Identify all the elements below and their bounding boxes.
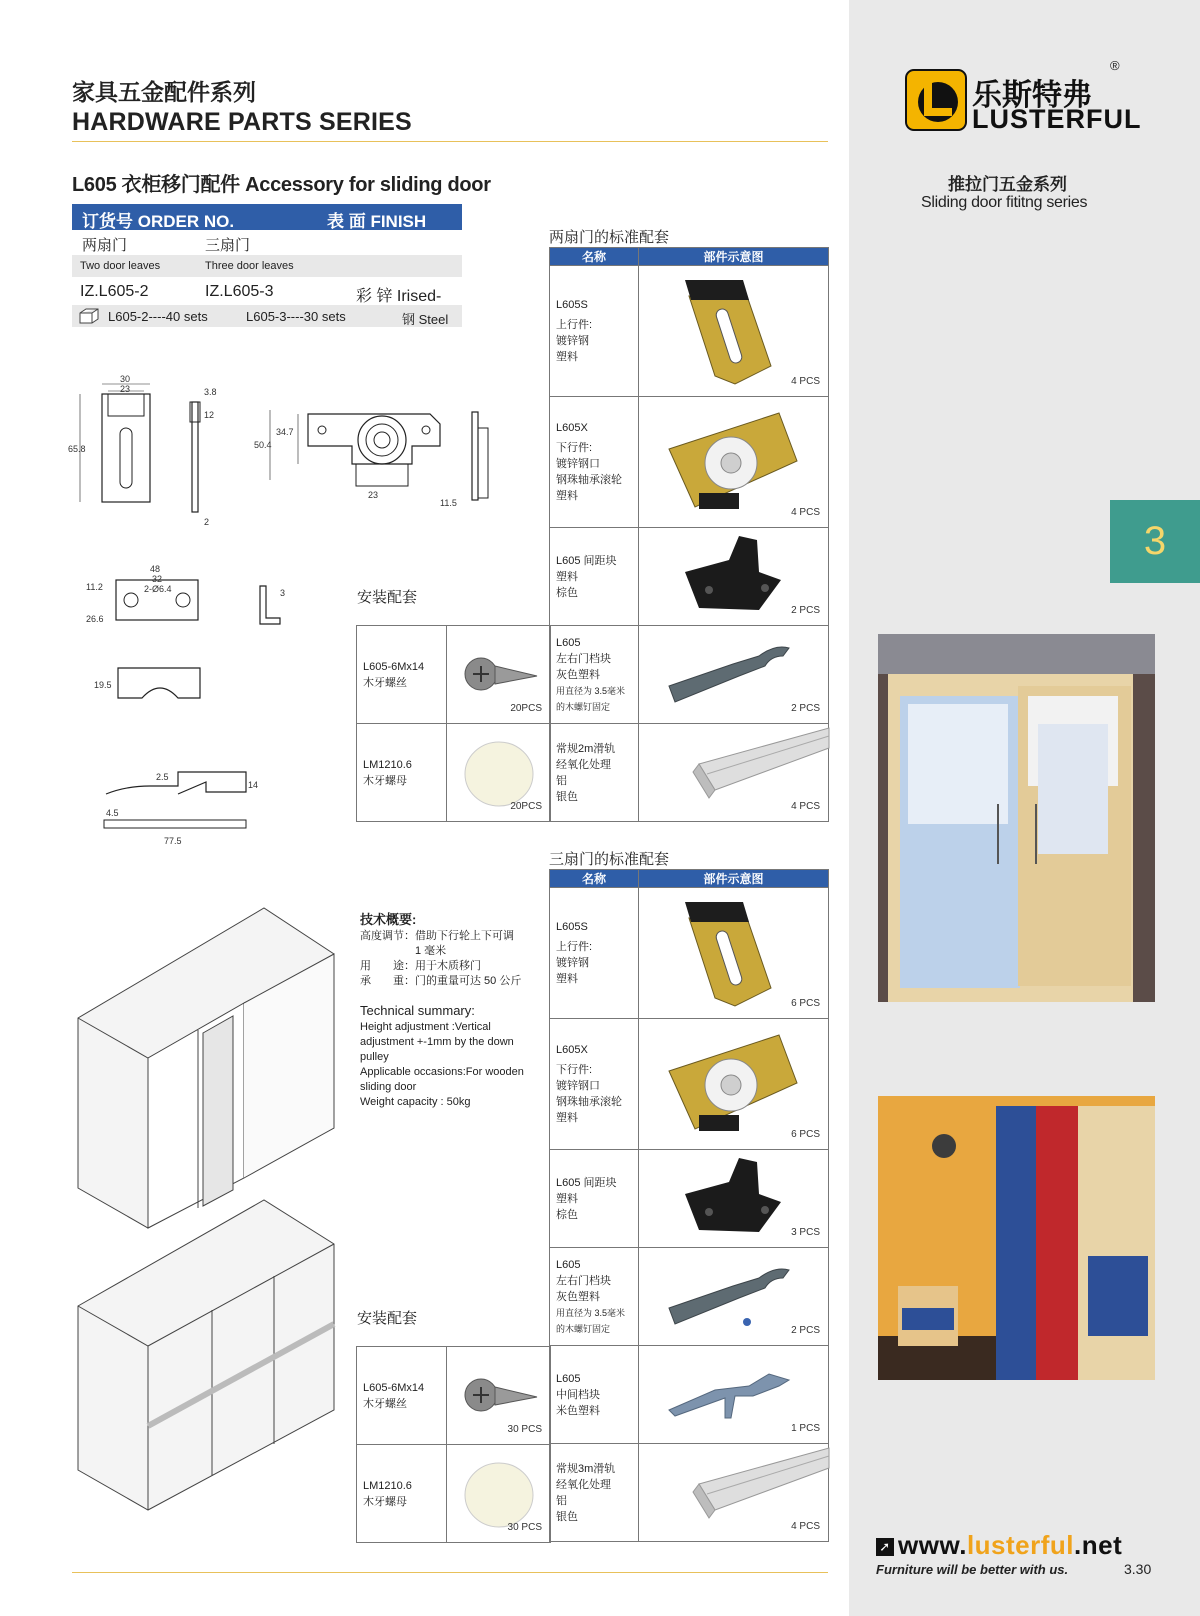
drawing-spacer-bottom <box>94 664 234 714</box>
part-picture <box>639 724 829 822</box>
brand-name-cn: 乐斯特弗 <box>972 79 1092 112</box>
three-door-install-table <box>356 1346 551 1543</box>
part-line: 钢珠轴承滚轮 <box>556 1096 622 1108</box>
dim-label: 3.8 <box>204 387 217 397</box>
table-row <box>550 266 829 397</box>
part-line: 的木螺钉固定 <box>556 1323 611 1334</box>
part-name <box>357 724 447 822</box>
footer-divider <box>72 1572 828 1573</box>
part-line: 铝 <box>556 774 567 787</box>
dim-label: 34.7 <box>276 427 294 437</box>
part-name <box>550 1248 639 1346</box>
part-line: LM1210.6 <box>363 758 412 771</box>
qty-label: 30 PCS <box>507 1522 542 1533</box>
qty-label: 30 PCS <box>507 1424 542 1435</box>
part-name <box>550 724 639 822</box>
three-door-parts-table <box>549 869 829 1542</box>
part-picture <box>639 397 829 528</box>
material-value: 钢 Steel <box>402 312 449 327</box>
part-line: 米色塑料 <box>556 1404 600 1417</box>
part-name <box>550 1019 639 1150</box>
two-door-parts-table <box>549 247 829 822</box>
part-name <box>550 1444 639 1542</box>
table-row <box>550 888 829 1019</box>
part-line: 木牙螺母 <box>363 774 407 787</box>
part-name <box>550 626 639 724</box>
dim-label: 19.5 <box>94 680 112 690</box>
logo-icon <box>906 70 970 134</box>
dim-label: 32 <box>152 574 163 584</box>
drawing-door-stop <box>96 764 276 854</box>
part-line: 塑料 <box>556 570 578 583</box>
series-title-en: Sliding door fititng series <box>921 194 1088 211</box>
part-line: 下行件: <box>556 1064 593 1076</box>
part-line: 钢珠轴承滚轮 <box>556 474 622 486</box>
header-divider <box>72 141 828 142</box>
three-door-install-title: 安装配套 <box>357 1310 418 1327</box>
part-picture <box>639 626 829 724</box>
part-picture <box>447 1347 551 1445</box>
part-line: 银色 <box>556 790 578 803</box>
part-name <box>550 1346 639 1444</box>
qty-label: 3 PCS <box>791 1227 820 1238</box>
qty-label: 4 PCS <box>791 376 820 387</box>
table-row <box>550 397 829 528</box>
part-line: L605 <box>556 1372 581 1385</box>
part-line: 用直径为 3.5毫米 <box>556 685 626 696</box>
part-line: 灰色塑料 <box>556 668 600 681</box>
dim-label: 2 <box>204 517 210 527</box>
qty-label: 2 PCS <box>791 605 820 616</box>
part-line: L605S <box>556 299 588 311</box>
tech-line: sliding door <box>360 1081 417 1093</box>
drawing-bottom-roller-side <box>442 408 492 518</box>
tech-line: Weight capacity : 50kg <box>360 1096 471 1108</box>
part-line: 棕色 <box>556 586 578 599</box>
dim-label: 30 <box>120 374 131 384</box>
dim-label: 11.2 <box>86 582 103 592</box>
header-title-en: HARDWARE PARTS SERIES <box>72 108 412 136</box>
drawing-top-fitting-side <box>186 388 226 528</box>
part-line: 常规3m滑轨 <box>556 1462 616 1475</box>
table-row <box>550 528 829 626</box>
part-picture <box>639 266 829 397</box>
code-two: IZ.L605-2 <box>80 283 149 300</box>
table-row <box>357 1445 551 1543</box>
part-line: L605 <box>556 636 581 649</box>
part-picture <box>639 1444 829 1542</box>
part-picture <box>639 1019 829 1150</box>
drawing-spacer-side <box>254 582 304 642</box>
order-row-packing <box>72 305 462 327</box>
dim-label: 23 <box>120 384 131 394</box>
dim-label: 2-Ø6.4 <box>144 584 172 594</box>
product-title: L605 衣柜移门配件 Accessory for sliding door <box>72 174 491 196</box>
drawing-spacer-top <box>86 566 236 646</box>
dim-label: 11.5 <box>440 498 457 508</box>
part-line: 木牙螺母 <box>363 1495 407 1508</box>
drawing-bottom-roller-front <box>254 400 460 510</box>
part-line: 塑料 <box>556 351 578 363</box>
order-table-header <box>72 204 462 230</box>
part-picture <box>639 1150 829 1248</box>
part-picture <box>639 888 829 1019</box>
tech-line: 1 毫米 <box>360 945 447 957</box>
order-row-codes <box>72 280 462 304</box>
part-line: L605 <box>556 1258 581 1271</box>
dim-label: 65.8 <box>68 444 86 454</box>
part-line: L605X <box>556 422 588 434</box>
two-door-table-title: 两扇门的标准配套 <box>549 229 670 246</box>
finish-label: 表 面 FINISH <box>327 212 427 231</box>
pack-three: L605-3----30 sets <box>246 309 346 324</box>
part-name <box>357 1445 447 1543</box>
qty-label: 4 PCS <box>791 1521 820 1532</box>
three-doors-en: Three door leaves <box>205 260 294 272</box>
table-row <box>550 1248 829 1346</box>
part-line: 镀锌钢口 <box>556 1080 600 1092</box>
page-number: 3.30 <box>1124 1561 1152 1577</box>
col-pic-header: 部件示意图 <box>639 870 829 888</box>
dim-label: 14 <box>248 780 259 790</box>
part-line: 用直径为 3.5毫米 <box>556 1307 626 1318</box>
qty-label: 2 PCS <box>791 703 820 714</box>
part-line: 常规2m滑轨 <box>556 742 616 755</box>
part-name <box>550 266 639 397</box>
part-name <box>550 888 639 1019</box>
series-title-cn: 推拉门五金系列 <box>948 175 1067 194</box>
part-line: 塑料 <box>556 490 578 502</box>
part-line: 上行件: <box>556 319 593 331</box>
qty-label: 4 PCS <box>791 801 820 812</box>
tech-line: Height adjustment :Vertical <box>360 1021 491 1033</box>
dim-label: 4.5 <box>106 808 119 818</box>
part-line: 木牙螺丝 <box>363 1397 407 1410</box>
wardrobe-drawing-two-door <box>78 908 338 1208</box>
tech-line: pulley <box>360 1051 389 1063</box>
tech-line: 用 途：用于木质移门 <box>360 960 481 972</box>
part-line: 镀锌钢口 <box>556 458 600 470</box>
tech-line: 高度调节：借助下行轮上下可调 <box>360 930 514 942</box>
qty-label: 20PCS <box>510 703 542 714</box>
two-doors-cn: 两扇门 <box>82 237 128 254</box>
table-row <box>550 1346 829 1444</box>
part-line: 左右门档块 <box>556 1274 611 1287</box>
order-row-en <box>72 255 462 277</box>
part-picture <box>639 1346 829 1444</box>
part-line: L605-6Mx14 <box>363 1381 425 1394</box>
part-line: 经氧化处理 <box>556 1478 611 1491</box>
two-door-install-title: 安装配套 <box>357 589 418 606</box>
part-line: 中间档块 <box>556 1388 600 1401</box>
qty-label: 1 PCS <box>791 1423 820 1434</box>
part-picture <box>639 1248 829 1346</box>
part-line: L605S <box>556 921 588 933</box>
section-tab: 3 <box>1110 500 1200 583</box>
footer-url[interactable] <box>876 1530 1122 1561</box>
dim-label: 26.6 <box>86 614 104 624</box>
finish-value: 彩 锌 Irised- <box>356 288 442 305</box>
part-line: 塑料 <box>556 1112 578 1124</box>
tech-line: 承 重：门的重量可达 50 公斤 <box>360 975 522 987</box>
arrow-icon: ➚ <box>876 1538 894 1556</box>
dim-label: 2.5 <box>156 772 169 782</box>
three-door-table-title: 三扇门的标准配套 <box>549 851 670 868</box>
code-three: IZ.L605-3 <box>205 283 274 300</box>
table-row <box>550 1150 829 1248</box>
dim-label: 3 <box>280 588 286 598</box>
tech-summary <box>360 912 550 1110</box>
table-row <box>357 626 551 724</box>
qty-label: 6 PCS <box>791 1129 820 1140</box>
brand-logo <box>906 58 1142 134</box>
table-row <box>550 724 829 822</box>
order-no-label: 订货号 ORDER NO. <box>82 212 235 231</box>
col-name-header: 名称 <box>550 870 639 888</box>
part-line: 经氧化处理 <box>556 758 611 771</box>
wardrobe-photo-bedroom <box>878 1096 1155 1380</box>
part-line: 塑料 <box>556 973 578 985</box>
qty-label: 2 PCS <box>791 1325 820 1336</box>
part-line: 木牙螺丝 <box>363 676 407 689</box>
part-line: 铝 <box>556 1494 567 1507</box>
part-picture <box>447 626 551 724</box>
part-name <box>357 1347 447 1445</box>
dim-label: 77.5 <box>164 836 182 846</box>
part-picture <box>639 528 829 626</box>
part-line: 银色 <box>556 1510 578 1523</box>
header-title-cn: 家具五金配件系列 <box>72 79 256 105</box>
part-line: 的木螺钉固定 <box>556 701 611 712</box>
part-picture <box>447 1445 551 1543</box>
dim-label: 12 <box>204 410 215 420</box>
part-line: 下行件: <box>556 442 593 454</box>
dim-label: 50.4 <box>254 440 272 450</box>
part-name <box>550 397 639 528</box>
wardrobe-drawing-three-door <box>78 1200 338 1500</box>
col-name-header: 名称 <box>550 248 639 266</box>
three-doors-cn: 三扇门 <box>205 237 251 254</box>
url-brand: lusterful <box>966 1530 1075 1560</box>
table-row <box>550 1019 829 1150</box>
part-line: L605-6Mx14 <box>363 660 425 673</box>
part-name <box>550 1150 639 1248</box>
tech-line: adjustment +-1mm by the down <box>360 1036 514 1048</box>
col-pic-header: 部件示意图 <box>639 248 829 266</box>
brand-name-en: LUSTERFUL <box>972 104 1142 134</box>
part-line: LM1210.6 <box>363 1479 412 1492</box>
table-row <box>550 626 829 724</box>
part-line: 左右门档块 <box>556 652 611 665</box>
registered-mark: ® <box>1110 58 1120 73</box>
table-row <box>550 1444 829 1542</box>
dim-label: 23 <box>368 490 379 500</box>
part-line: 镀锌钢 <box>556 335 589 347</box>
two-doors-en: Two door leaves <box>80 260 161 272</box>
two-door-install-table <box>356 625 551 822</box>
qty-label: 6 PCS <box>791 998 820 1009</box>
qty-label: 4 PCS <box>791 507 820 518</box>
url-suffix: .net <box>1074 1530 1123 1560</box>
table-row <box>357 1347 551 1445</box>
url-prefix: www. <box>898 1530 967 1560</box>
tech-line: Applicable occasions:For wooden <box>360 1066 524 1078</box>
tech-title-en: Technical summary: <box>360 1003 475 1018</box>
order-row-cn <box>72 232 462 254</box>
tech-title-cn: 技术概要: <box>360 912 417 927</box>
pack-two: L605-2----40 sets <box>108 309 208 324</box>
part-line: 灰色塑料 <box>556 1290 600 1303</box>
wardrobe-photo-showroom <box>878 634 1155 1002</box>
part-picture <box>447 724 551 822</box>
part-name <box>357 626 447 724</box>
dim-label: 48 <box>150 564 161 574</box>
part-line: 上行件: <box>556 941 593 953</box>
part-line: L605 间距块 <box>556 1176 617 1189</box>
table-row <box>357 724 551 822</box>
part-line: L605X <box>556 1044 588 1056</box>
part-line: 塑料 <box>556 1192 578 1205</box>
part-line: L605 间距块 <box>556 554 617 567</box>
qty-label: 20PCS <box>510 801 542 812</box>
footer-slogan: Furniture will be better with us. <box>876 1562 1069 1577</box>
part-line: 镀锌钢 <box>556 957 589 969</box>
box-icon <box>78 307 100 325</box>
part-name <box>550 528 639 626</box>
part-line: 棕色 <box>556 1208 578 1221</box>
